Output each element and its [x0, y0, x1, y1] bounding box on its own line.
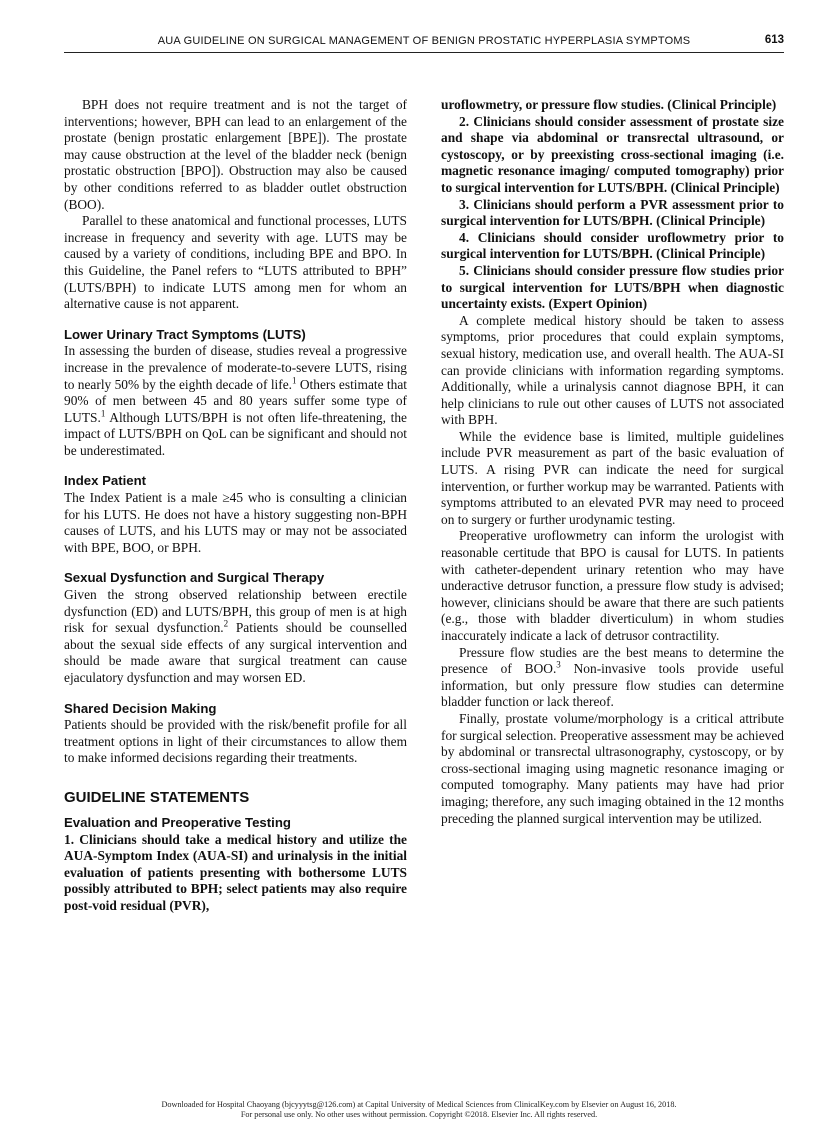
heading-sexual-dysfunction: Sexual Dysfunction and Surgical Therapy: [64, 570, 325, 586]
statement-2: 2. Clinicians should consider assessment of prostate size and shape via abdominal or transrectal ultrasound, or cystoscopy, or by preexisting cross-sectional imaging (i.e. magnetic resonance imaging/ computed tomography) prior to surgical intervention for LUTS/BPH. (Clinical Principle): [441, 113, 784, 195]
paragraph-prostate-volume: Finally, prostate volume/morphology is a critical attribute for surgical selection. Preoperative assessment may be achieved by abdominal or transrectal ultrasonography, cystoscopy, or by cross-sectional imaging using magnetic resonance imaging or computed tomography. Many patients may have had prior imaging; therefore, any such imaging obtained in the 12 months preceding the planned surgical intervention may be utilized.: [441, 710, 784, 826]
paragraph-shared-decision: Patients should be provided with the risk/benefit profile for all treatment options in light of their circumstances to allow them to make informed decisions regarding their treatments.: [64, 717, 407, 766]
paragraph-luts: [64, 343, 407, 459]
sexual-text-b: Patients should be counselled about the sexual side effects of any surgical intervention and should be made aware that surgical treatment can cause ejaculatory dysfunction and may worsen ED.: [64, 620, 407, 685]
right-column: [441, 97, 784, 827]
citation-ref[interactable]: 1: [292, 375, 297, 386]
paragraph-pressure-flow: [441, 645, 784, 711]
running-header: [64, 34, 784, 53]
paragraph-luts-parallel: Parallel to these anatomical and functional processes, LUTS increase in frequency and severity with age. LUTS may be caused by a variety of conditions, including BPE and BPO. In this Guideline, the Panel refers to “LUTS attributed to BPH” (LUTS/BPH) to indicate LUTS among men for whom an alternative cause is not apparent.: [64, 213, 407, 312]
statement-5: 5. Clinicians should consider pressure flow studies prior to surgical intervention for LUTS/BPH when diagnostic uncertainty exists. (Expert Opinion): [441, 262, 784, 312]
citation-ref[interactable]: 2: [223, 618, 229, 629]
paragraph-uroflowmetry: Preoperative uroflowmetry can inform the urologist with reasonable certitude that BPO is causal for LUTS. In patients with catheter-dependent urinary retention who may have underactive detrusor function, a pressure flow study is advised; however, clinicians should be aware that there are such patients (e.g., those with bladder diverticulum) in whom studies inaccurately indicate a lack of detrusor contractility.: [441, 528, 784, 643]
statement-1: 1. Clinicians should take a medical history and utilize the AUA-Symptom Index (AUA-SI) and urinalysis in the initial evaluation of patients presenting with bothersome LUTS possibly attributed to BPH; select patients may also require post-void residual (PVR),: [64, 831, 407, 913]
heading-guideline-statements: GUIDELINE STATEMENTS: [64, 788, 250, 806]
pressure-text-a: Pressure flow studies are the best means to determine the presence of BOO.: [441, 644, 784, 677]
citation-ref[interactable]: 3: [556, 659, 561, 670]
footer-line-1: Downloaded for Hospital Chaoyang (bjcyyytsg@126.com) at Capital University of Medical Sciences from ClinicalKey.com by Elsevier on August 16, 2018.: [161, 1100, 677, 1109]
paragraph-sexual-dysfunction: [64, 587, 407, 687]
luts-text-a: In assessing the burden of disease, studies reveal a progressive increase in the prevalence of moderate-to-severe LUTS, rising to nearly 50% by the eighth decade of life.: [64, 343, 407, 392]
statement-1-continued: uroflowmetry, or pressure flow studies. (Clinical Principle): [441, 97, 777, 112]
citation-ref[interactable]: 1: [100, 408, 106, 419]
pressure-text-b: Non-invasive tools provide useful information, but only pressure flow studies can determine bladder function or lack thereof.: [441, 661, 784, 710]
paragraph-medical-history: A complete medical history should be taken to assess symptoms, prior procedures that could explain symptoms, sexual history, medication use, and overall health. The AUA-SI can provide clinicians with information regarding symptoms. Additionally, while a urinalysis cannot diagnose BPH, it can help clinicians to rule out other causes of LUTS not associated with BPH.: [441, 312, 784, 428]
running-title: AUA GUIDELINE ON SURGICAL MANAGEMENT OF BENIGN PROSTATIC HYPERPLASIA SYMPTOMS: [157, 35, 691, 47]
heading-index-patient: Index Patient: [64, 473, 147, 489]
luts-text-c: Although LUTS/BPH is not often life-threatening, the impact of LUTS/BPH on QoL can be significant and should not be underestimated.: [64, 409, 407, 458]
download-footer: [0, 1100, 838, 1119]
luts-text-b: Others estimate that 90% of men between 45 and 80 years suffer some type of LUTS.: [64, 376, 407, 425]
statement-4: 4. Clinicians should consider uroflowmetry prior to surgical intervention for LUTS/BPH. (Clinical Principle): [441, 229, 784, 262]
left-column: [64, 97, 407, 915]
paragraph-index-patient: The Index Patient is a male ≥45 who is consulting a clinician for his LUTS. He does not have a history suggesting non-BPH causes of LUTS, and his LUTS may or may not be associated with BPE, BOO, or BPH.: [64, 490, 407, 555]
sexual-text-a: Given the strong observed relationship between erectile dysfunction (ED) and LUTS/BPH, this group of men is at high risk for sexual dysfunction.: [64, 587, 407, 636]
statement-3: 3. Clinicians should perform a PVR assessment prior to surgical intervention for LUTS/BPH. (Clinical Principle): [441, 196, 784, 229]
paragraph-pvr: While the evidence base is limited, multiple guidelines include PVR measurement as part of the basic evaluation of LUTS. A rising PVR can indicate the need for surgical intervention, or further workup may be warranted. Patients with symptoms attributed to an elevated PVR may need to proceed on to surgery or further urodynamic testing.: [441, 428, 784, 527]
heading-shared-decision: Shared Decision Making: [64, 700, 217, 716]
footer-line-2: For personal use only. No other uses without permission. Copyright ©2018. Elsevier Inc. All rights reserved.: [240, 1109, 598, 1119]
heading-luts: Lower Urinary Tract Symptoms (LUTS): [64, 326, 306, 342]
paragraph-bph-definition: BPH does not require treatment and is not the target of interventions; however, BPH can lead to an enlargement of the prostate (benign prostatic enlargement [BPE]). The prostate may cause obstruction at the level of the bladder neck (benign prostatic obstruction [BPO]). Obstruction may also be caused by other conditions referred to as bladder outlet obstruction (BOO).: [64, 97, 407, 212]
page-number: 613: [764, 34, 784, 46]
heading-evaluation-testing: Evaluation and Preoperative Testing: [64, 814, 291, 830]
